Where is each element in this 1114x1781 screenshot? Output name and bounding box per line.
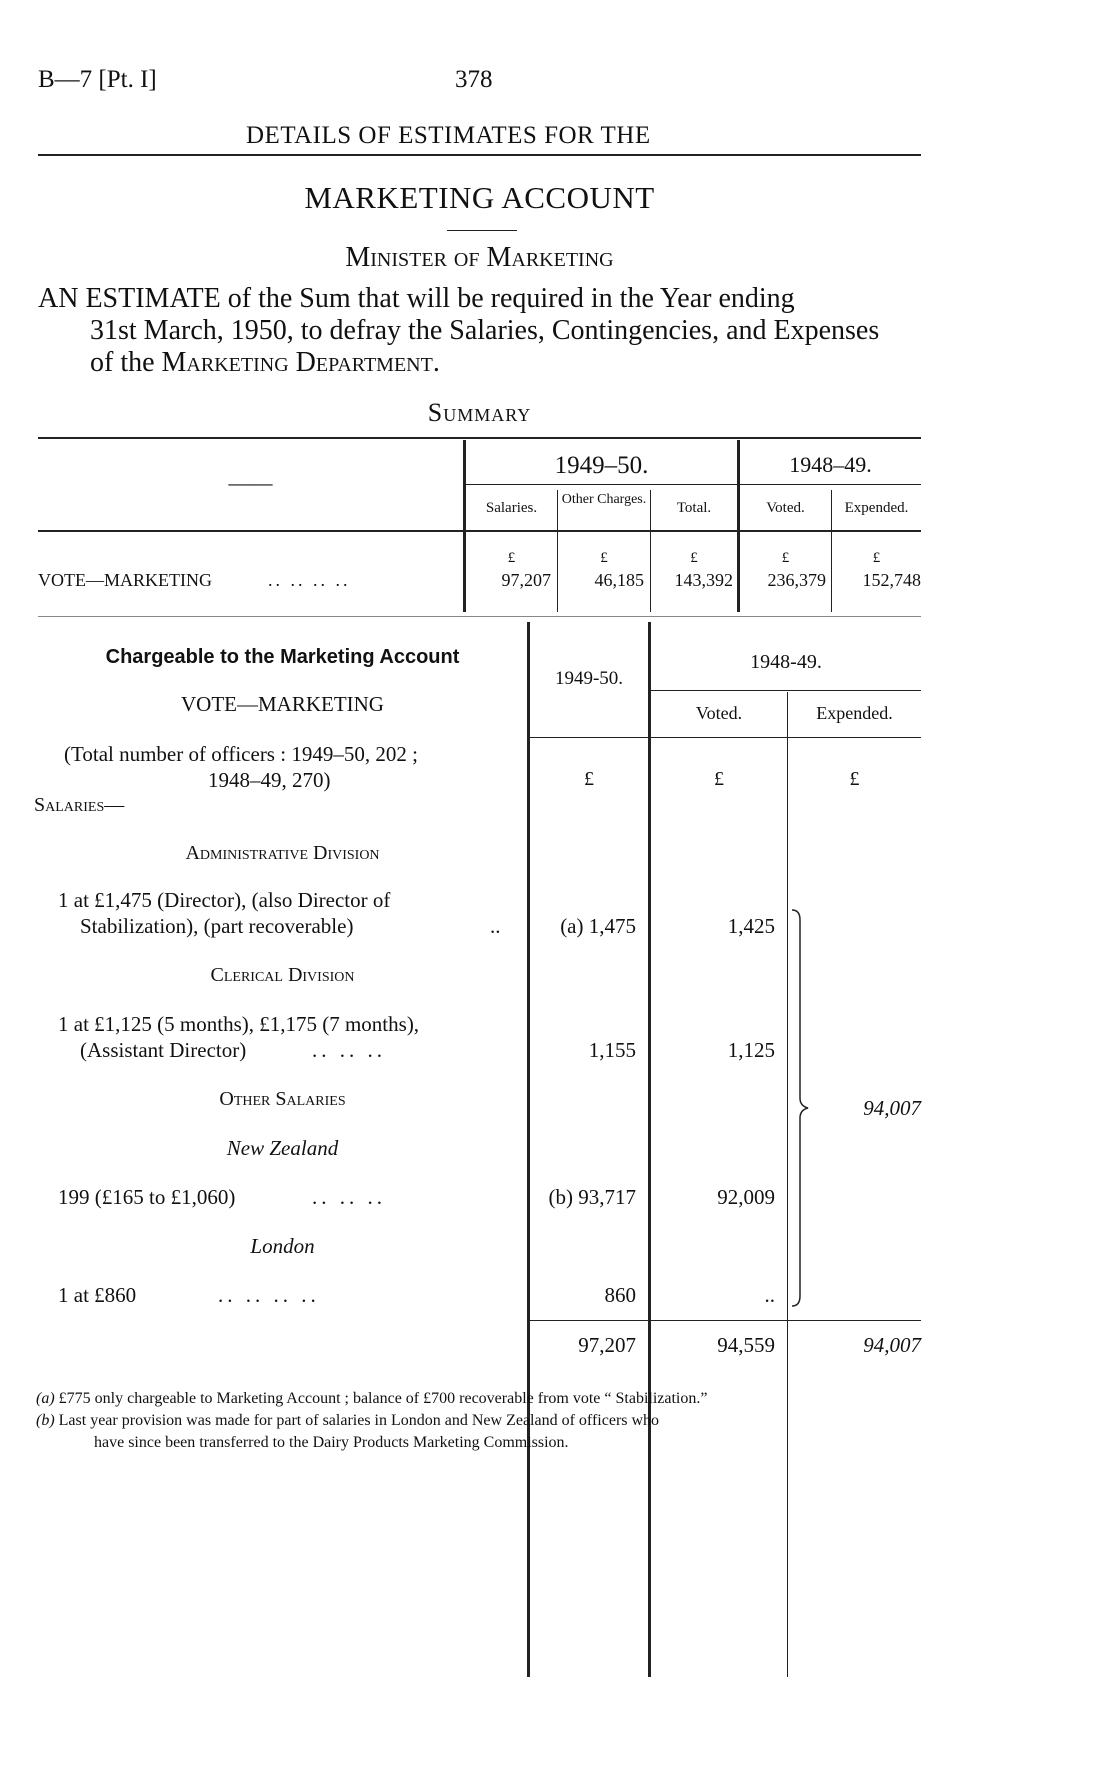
section-administrative-division: Administrative Division <box>185 842 380 864</box>
expended-bracketed-value: 94,007 <box>863 1096 921 1120</box>
summary-currency-2: £ <box>600 550 608 566</box>
summary-bottom-rule <box>38 616 921 617</box>
intro-line-1: AN ESTIMATE of the Sum that will be required in the Year ending <box>38 283 795 314</box>
intro-line-3 <box>90 347 440 379</box>
row-assistant-current: 1,155 <box>588 1038 636 1062</box>
detail-col-previous: 1948-49. <box>750 651 822 673</box>
detail-header-bottom-rule <box>530 737 921 738</box>
summary-expended-value: 152,748 <box>862 570 921 590</box>
row-new-zealand-voted: 92,009 <box>717 1185 775 1209</box>
row-london-voted: .. <box>764 1283 775 1307</box>
page-reference: B—7 [Pt. I] <box>38 66 157 93</box>
summary-other-charges-value: 46,185 <box>594 570 644 590</box>
summary-currency-3: £ <box>690 550 698 566</box>
footnote-b <box>36 1412 659 1430</box>
intro-department: Marketing Department. <box>161 347 440 378</box>
total-voted: 94,559 <box>717 1333 775 1357</box>
row-london-label: 1 at £860 <box>58 1283 137 1307</box>
section-new-zealand: New Zealand <box>226 1136 339 1160</box>
summary-subheader-rule <box>466 484 921 485</box>
detail-subheader-rule <box>651 690 921 691</box>
row-assistant-dots: .. .. .. <box>312 1038 386 1062</box>
detail-currency-expended: £ <box>849 768 860 790</box>
summary-row-dots: .. .. .. .. <box>268 570 351 590</box>
section-clerical-division: Clerical Division <box>210 964 355 986</box>
footnote-a-text: £775 only chargeable to Marketing Account ; balance of £700 recoverable from vote “ Stabilization.” <box>58 1390 708 1407</box>
row-director-dots: .. <box>490 914 501 938</box>
header-rule <box>38 154 921 156</box>
row-assistant-line-1: 1 at £1,125 (5 months), £1,175 (7 months), <box>58 1012 420 1036</box>
row-london-current: 860 <box>604 1283 636 1307</box>
row-director-voted: 1,425 <box>727 914 775 938</box>
summary-currency-1: £ <box>507 550 516 566</box>
minister-title: Minister of Marketing <box>345 242 614 273</box>
salaries-label: Salaries— <box>34 794 125 816</box>
summary-row-label: VOTE—MARKETING <box>38 570 212 590</box>
detail-col-voted: Voted. <box>695 703 743 723</box>
chargeable-heading: Chargeable to the Marketing Account <box>105 646 460 668</box>
row-assistant-voted: 1,125 <box>727 1038 775 1062</box>
row-new-zealand-current: (b) 93,717 <box>548 1185 636 1209</box>
row-director-line-2: Stabilization), (part recoverable) <box>80 914 354 938</box>
summary-year-current: 1949–50. <box>554 452 649 479</box>
detail-col-expended: Expended. <box>816 703 893 723</box>
officers-note-line-2: 1948–49, 270) <box>208 768 331 792</box>
intro-line-3-prefix: of the <box>90 347 155 378</box>
detail-currency-voted: £ <box>714 768 724 790</box>
summary-col-expended: Expended. <box>844 500 909 516</box>
row-director-line-1: 1 at £1,475 (Director), (also Director of <box>58 888 391 912</box>
total-expended: 94,007 <box>863 1333 921 1357</box>
summary-blank-header: —— <box>228 470 273 495</box>
row-new-zealand-label: 199 (£165 to £1,060) <box>58 1185 236 1209</box>
page-number: 378 <box>455 66 493 93</box>
footnote-b-continued: have since been transferred to the Dairy Products Marketing Commission. <box>94 1434 569 1451</box>
footnote-b-mark: (b) <box>36 1412 55 1429</box>
summary-header-bottom-rule <box>38 530 921 532</box>
summary-col-salaries: Salaries. <box>485 500 538 516</box>
summary-col-voted: Voted. <box>766 500 805 516</box>
section-london: London <box>250 1234 315 1258</box>
summary-currency-5: £ <box>872 550 881 566</box>
row-director-current: (a) 1,475 <box>560 914 636 938</box>
section-other-salaries: Other Salaries <box>219 1088 346 1110</box>
row-new-zealand-dots: .. .. .. <box>312 1185 386 1209</box>
summary-col-total: Total. <box>676 500 712 516</box>
footnote-a-mark: (a) <box>36 1390 55 1407</box>
footnote-a <box>36 1390 707 1408</box>
footnote-b-text: Last year provision was made for part of salaries in London and New Zealand of officers who <box>58 1412 660 1429</box>
summary-top-rule <box>38 437 921 439</box>
detail-total-rule <box>530 1320 921 1321</box>
summary-salaries-value: 97,207 <box>501 570 551 590</box>
total-current: 97,207 <box>578 1333 636 1357</box>
summary-currency-4: £ <box>781 550 790 566</box>
summary-voted-value: 236,379 <box>767 570 826 590</box>
row-london-dots: .. .. .. .. <box>218 1283 320 1307</box>
intro-line-2: 31st March, 1950, to defray the Salaries, Contingencies, and Expenses <box>90 315 880 346</box>
title-rule <box>447 230 517 231</box>
detail-currency-current: £ <box>584 768 594 790</box>
row-assistant-line-2: (Assistant Director) <box>80 1038 247 1062</box>
summary-year-previous: 1948–49. <box>789 452 872 477</box>
page-title: MARKETING ACCOUNT <box>304 180 655 215</box>
running-title: DETAILS OF ESTIMATES FOR THE <box>246 122 651 149</box>
vote-heading: VOTE—MARKETING <box>181 692 384 716</box>
officers-note-line-1: (Total number of officers : 1949–50, 202 ; <box>64 742 418 766</box>
detail-col-current: 1949-50. <box>554 668 624 689</box>
detail-divider-voted <box>787 692 788 1677</box>
summary-total-value: 143,392 <box>674 570 733 590</box>
summary-col-other-charges: Other Charges. <box>561 492 647 507</box>
summary-heading: Summary <box>427 398 532 427</box>
